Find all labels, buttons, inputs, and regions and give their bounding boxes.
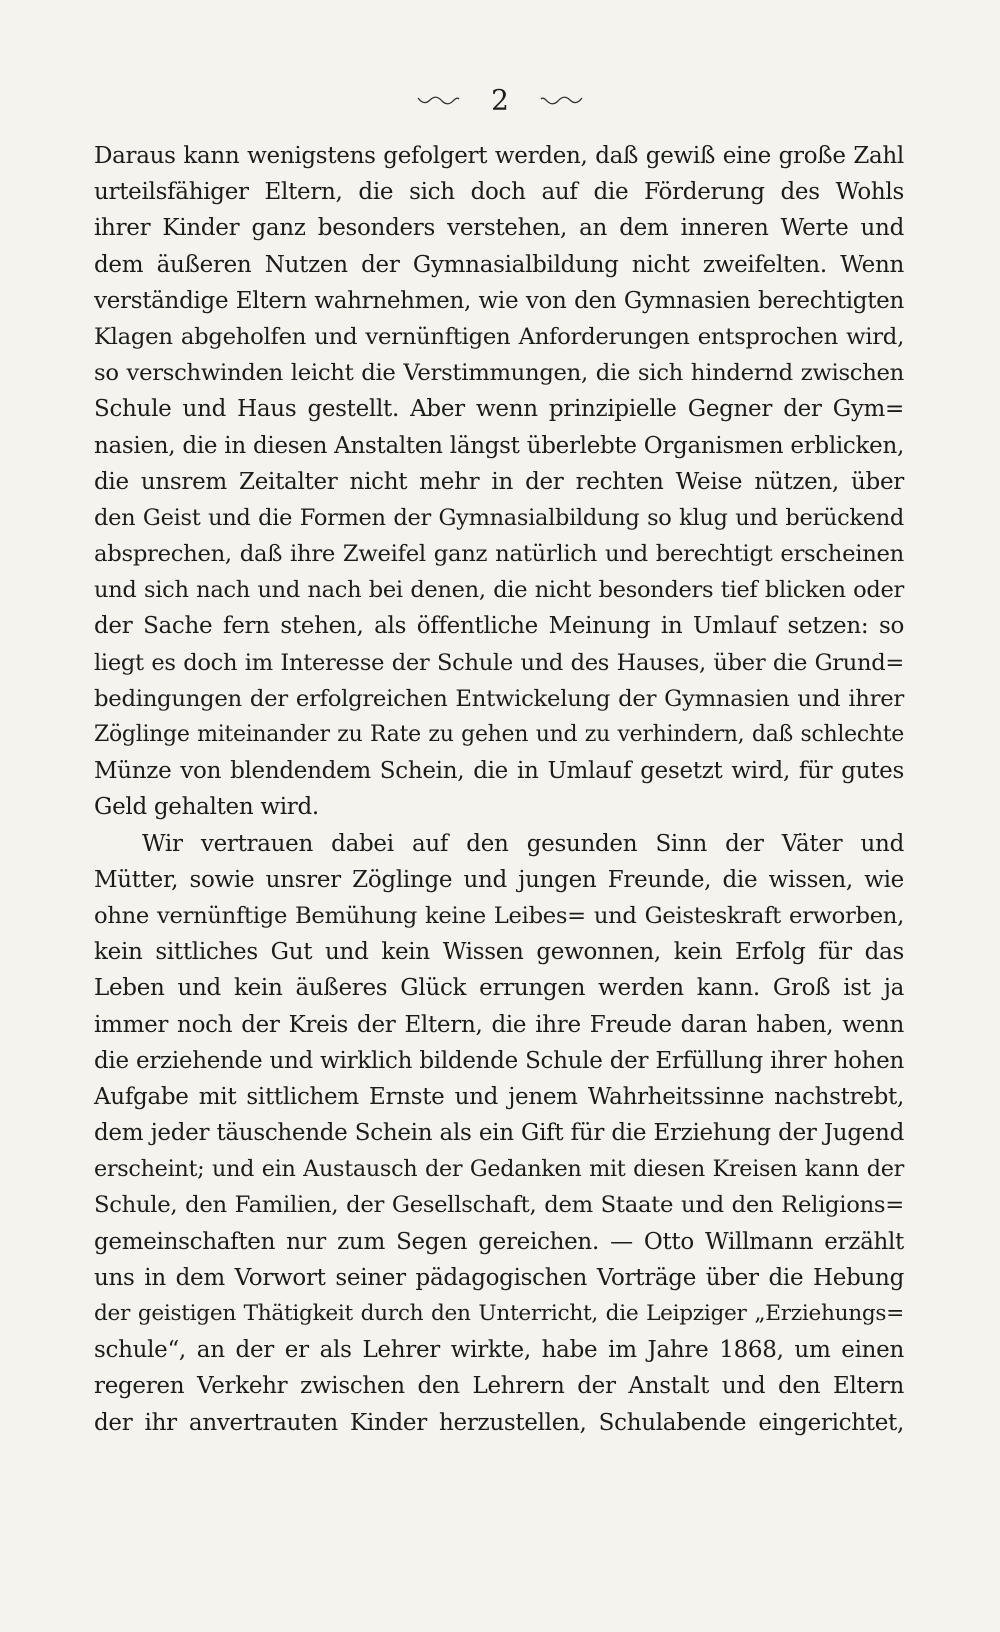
text-line: Mütter, sowie unsrer Zöglinge und jungen Freunde, die wissen, wie: [94, 866, 904, 893]
text-line: dem äußeren Nutzen der Gymnasialbildung nicht zweifelten. Wenn: [94, 251, 904, 278]
text-line: absprechen, daß ihre Zweifel ganz natürlich und berechtigt erscheinen: [94, 541, 904, 568]
text-line: der geistigen Thätigkeit durch den Unterricht, die Leipziger „Erziehungs=: [94, 1301, 904, 1326]
text-line: liegt es doch im Interesse der Schule und des Hauses, über die Grund=: [94, 649, 904, 676]
text-line: Klagen abgeholfen und vernünftigen Anforderungen entsprochen wird,: [94, 323, 904, 350]
text-line: immer noch der Kreis der Eltern, die ihre Freude daran haben, wenn: [94, 1011, 904, 1038]
text-line: Aufgabe mit sittlichem Ernste und jenem Wahrheitssinne nachstrebt,: [94, 1083, 904, 1110]
text-line: der ihr anvertrauten Kinder herzustellen, Schulabende eingerichtet,: [94, 1409, 904, 1436]
text-line: die erziehende und wirklich bildende Schule der Erfüllung ihrer hohen: [94, 1047, 904, 1074]
text-line: schule“, an der er als Lehrer wirkte, habe im Jahre 1868, um einen: [94, 1337, 904, 1364]
paragraph-1: [94, 138, 904, 826]
paragraph-2: [94, 826, 904, 1441]
text-line: Zöglinge miteinander zu Rate zu gehen und zu verhindern, daß schlechte: [94, 722, 904, 747]
text-line: ohne vernünftige Bemühung keine Leibes= und Geisteskraft erworben,: [94, 902, 904, 929]
text-line: gemeinschaften nur zum Segen gereichen. — Otto Willmann erzählt: [94, 1228, 904, 1255]
text-line: kein sittliches Gut und kein Wissen gewonnen, kein Erfolg für das: [94, 939, 904, 966]
text-line: bedingungen der erfolgreichen Entwickelung der Gymnasien und ihrer: [94, 685, 904, 712]
text-line: ihrer Kinder ganz besonders verstehen, an dem inneren Werte und: [94, 215, 904, 242]
text-line: dem jeder täuschende Schein als ein Gift für die Erziehung der Jugend: [94, 1120, 904, 1147]
text-line: uns in dem Vorwort seiner pädagogischen Vorträge über die Hebung: [94, 1264, 904, 1291]
text-line: der Sache fern stehen, als öffentliche Meinung in Umlauf setzen: so: [94, 613, 904, 640]
text-line: erscheint; und ein Austausch der Gedanken mit diesen Kreisen kann der: [94, 1156, 904, 1183]
text-line: Daraus kann wenigstens gefolgert werden, daß gewiß eine große Zahl: [94, 143, 904, 169]
page-number: 2: [491, 83, 509, 117]
text-line: den Geist und die Formen der Gymnasialbildung so klug und berückend: [94, 504, 904, 531]
page-header: [0, 82, 1000, 118]
text-line: Münze von blendendem Schein, die in Umlauf gesetzt wird, für gutes: [94, 758, 904, 785]
text-line: so verschwinden leicht die Verstimmungen, die sich hindernd zwischen: [94, 360, 904, 387]
text-line: verständige Eltern wahrnehmen, wie von den Gymnasien berechtigten: [94, 287, 904, 314]
left-ornament-icon: [416, 94, 460, 108]
text-line: regeren Verkehr zwischen den Lehrern der Anstalt und den Eltern: [94, 1373, 904, 1400]
text-line: Wir vertrauen dabei auf den gesunden Sinn der Väter und: [142, 830, 904, 857]
text-line: die unsrem Zeitalter nicht mehr in der rechten Weise nützen, über: [94, 468, 904, 495]
text-line: urteilsfähiger Eltern, die sich doch auf die Förderung des Wohls: [94, 179, 904, 206]
body-text: [94, 138, 904, 1441]
right-ornament-icon: [540, 94, 584, 108]
text-line: Schule und Haus gestellt. Aber wenn prinzipielle Gegner der Gym=: [94, 396, 904, 423]
text-line: und sich nach und nach bei denen, die nicht besonders tief blicken oder: [94, 577, 904, 604]
text-line: Leben und kein äußeres Glück errungen werden kann. Groß ist ja: [94, 975, 904, 1002]
text-line: nasien, die in diesen Anstalten längst überlebte Organismen erblicken,: [94, 432, 904, 459]
text-line: Schule, den Familien, der Gesellschaft, dem Staate und den Religions=: [94, 1192, 904, 1219]
text-line: Geld gehalten wird.: [94, 794, 319, 821]
